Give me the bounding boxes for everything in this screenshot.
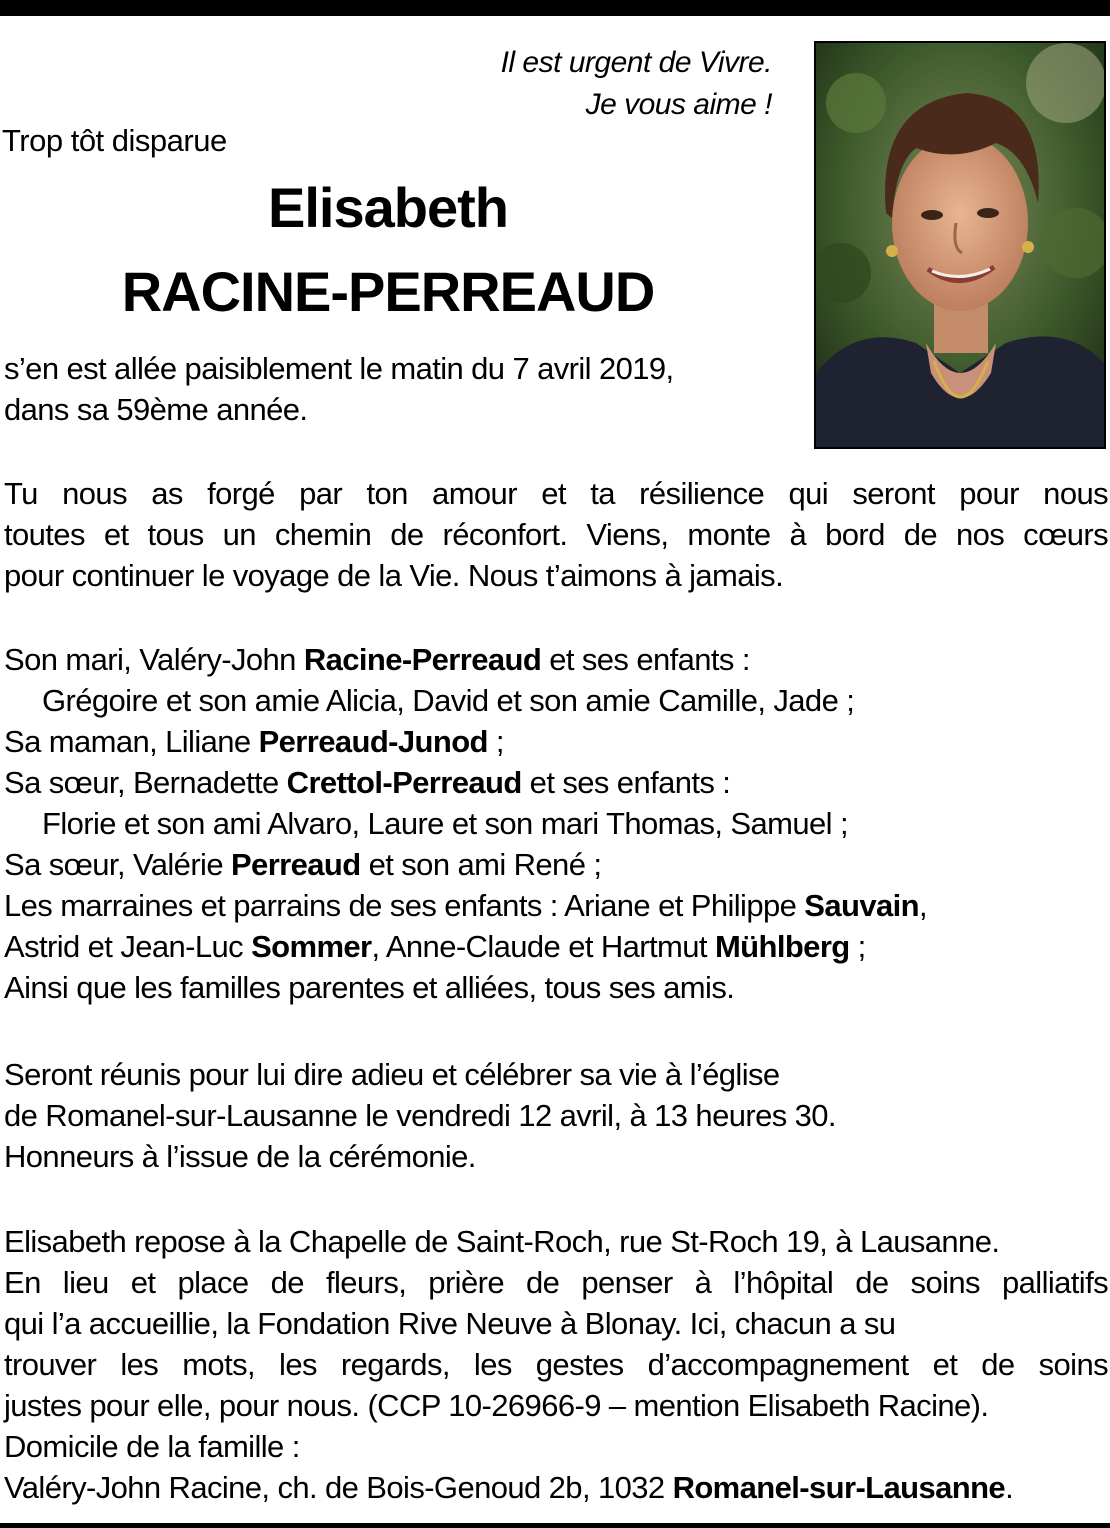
text-span: , <box>918 888 927 923</box>
deceased-name <box>0 166 776 334</box>
details-line: justes pour elle, pour nous. (CCP 10-26966-9 – mention Elisabeth Racine). <box>4 1388 989 1423</box>
top-rule <box>0 0 1110 16</box>
tribute-line: Tu nous as forgé par ton amour et ta résilience qui seront pour nous <box>4 476 1108 511</box>
portrait-photo <box>814 41 1106 449</box>
family-others: Ainsi que les familles parentes et alliées, tous ses amis. <box>4 970 735 1005</box>
family-address <box>4 1467 1108 1508</box>
details-line: Domicile de la famille : <box>4 1429 300 1464</box>
epigraph-line: Il est urgent de Vivre. <box>500 46 772 79</box>
family-mother <box>4 721 927 762</box>
text-span: ; <box>487 724 504 759</box>
text-span: Sa sœur, Valérie <box>4 847 231 882</box>
tribute-line: toutes et tous un chemin de réconfort. Viens, monte à bord de nos cœurs <box>4 517 1108 552</box>
intro-text: Trop tôt disparue <box>2 123 227 158</box>
text-span: Son mari, Valéry-John <box>4 642 304 677</box>
surname: Crettol-Perreaud <box>286 765 522 800</box>
family-children: Grégoire et son amie Alicia, David et son amie Camille, Jade ; <box>42 683 855 718</box>
family-sister <box>4 762 927 803</box>
family-sister-children: Florie et son ami Alvaro, Laure et son mari Thomas, Samuel ; <box>42 806 848 841</box>
text-span: , Anne-Claude et Hartmut <box>371 929 715 964</box>
portrait-illustration <box>816 43 1104 447</box>
surname: Sauvain <box>804 888 919 923</box>
text-span: Astrid et Jean-Luc <box>4 929 252 964</box>
ceremony-paragraph <box>4 1054 836 1177</box>
details-line: En lieu et place de fleurs, prière de penser à l’hôpital de soins palliatifs <box>4 1265 1108 1300</box>
family-husband <box>4 639 927 680</box>
ceremony-line: de Romanel-sur-Lausanne le vendredi 12 avril, à 13 heures 30. <box>4 1098 836 1133</box>
family-godparents <box>4 926 927 967</box>
surname: Racine-Perreaud <box>303 642 542 677</box>
ceremony-line: Seront réunis pour lui dire adieu et célébrer sa vie à l’église <box>4 1057 780 1092</box>
details-paragraph <box>4 1221 1108 1508</box>
family-godparents <box>4 885 927 926</box>
epigraph <box>501 42 772 126</box>
family-sister <box>4 844 927 885</box>
text-span: Valéry-John Racine, ch. de Bois-Genoud 2b, 1032 <box>4 1470 673 1505</box>
first-name: Elisabeth <box>268 176 508 239</box>
passing-line: s’en est allée paisiblement le matin du 7 avril 2019, <box>4 351 674 386</box>
city: Romanel-sur-Lausanne <box>672 1470 1006 1505</box>
tribute-paragraph <box>4 473 1108 596</box>
details-line: qui l’a accueillie, la Fondation Rive Neuve à Blonay. Ici, chacun a su <box>4 1306 896 1341</box>
tribute-line: pour continuer le voyage de la Vie. Nous t’aimons à jamais. <box>4 558 784 593</box>
passing-line: dans sa 59ème année. <box>4 392 308 427</box>
family-list <box>4 639 927 1008</box>
passing-paragraph <box>4 348 674 430</box>
text-span: et ses enfants : <box>521 765 731 800</box>
ceremony-line: Honneurs à l’issue de la cérémonie. <box>4 1139 476 1174</box>
text-span: Sa sœur, Bernadette <box>4 765 287 800</box>
surname: Sommer <box>251 929 372 964</box>
text-span: Sa maman, Liliane <box>4 724 259 759</box>
surname: Mühlberg <box>714 929 850 964</box>
details-line: trouver les mots, les regards, les gestes d’accompagnement et de soins <box>4 1347 1108 1382</box>
text-span: et son ami René ; <box>360 847 602 882</box>
last-name: RACINE-PERREAUD <box>121 260 655 323</box>
epigraph-line: Je vous aime ! <box>585 88 772 121</box>
text-span: ; <box>849 929 866 964</box>
bottom-rule <box>0 1523 1110 1528</box>
text-span: et ses enfants : <box>541 642 750 677</box>
text-span: Les marraines et parrains de ses enfants : Ariane et Philippe <box>4 888 805 923</box>
text-span: . <box>1005 1470 1014 1505</box>
surname: Perreaud-Junod <box>258 724 488 759</box>
details-line: Elisabeth repose à la Chapelle de Saint-Roch, rue St-Roch 19, à Lausanne. <box>4 1224 1000 1259</box>
surname: Perreaud <box>230 847 361 882</box>
